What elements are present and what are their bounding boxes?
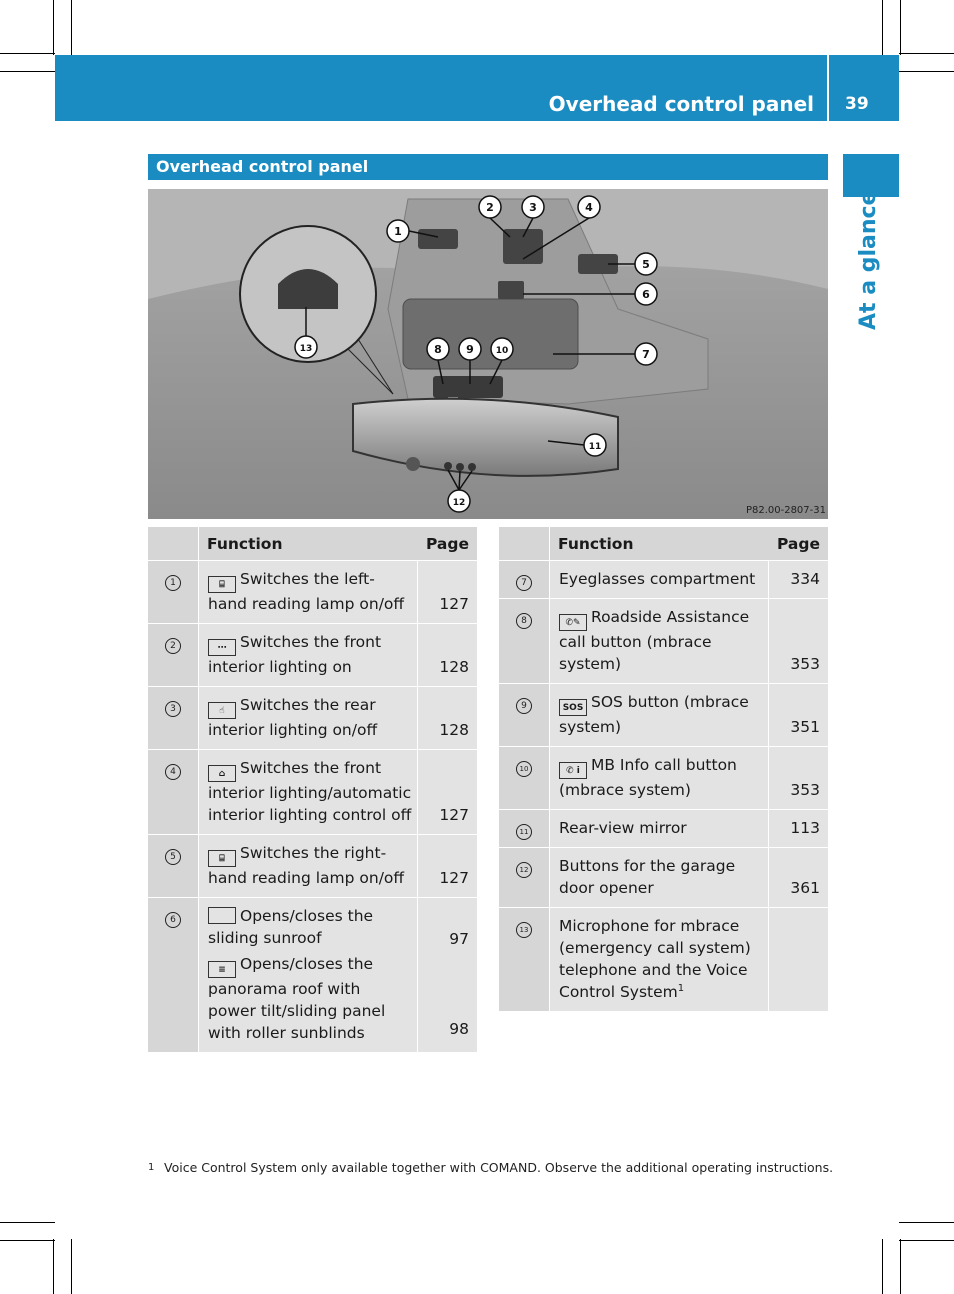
crop-mark [899,1222,954,1223]
page-reference: 97 [449,930,469,948]
callout-9-label: 9 [466,343,474,356]
table-row [148,898,477,1053]
footnote [148,1160,833,1175]
auto-interior-light-off-icon: ⌂ [208,765,236,782]
function-table-left [148,527,477,1052]
function-text: Opens/closes the sliding sunroof [208,907,374,947]
row-number-badge: 2 [165,638,181,654]
page-reference: 113 [769,810,828,848]
crop-mark [900,1239,901,1294]
function-text: Rear-view mirror [559,819,687,837]
function-text: MB Info call button (mbrace system) [559,756,737,799]
table-row [148,835,477,898]
overhead-panel-illustration [148,189,828,519]
crop-mark [882,0,883,55]
column-header-page: Page [418,527,477,561]
page-reference: 128 [418,687,477,750]
figure-reference: P82.00-2807-31 [745,505,826,516]
overhead-panel-figure [148,189,828,519]
reading-lamp-right-icon: ⌸ [208,850,236,867]
page-number: 39 [845,94,869,114]
footnote-text: Voice Control System only available together with COMAND. Observe the additional operating instructions. [164,1160,834,1175]
row-number-badge: 10 [516,761,532,777]
side-tab-label: At a glance [856,190,881,330]
row-number-badge: 12 [516,862,532,878]
table-row [148,624,477,687]
function-text: Switches the front interior lighting on [208,633,382,676]
function-text: Buttons for the garage door opener [559,857,736,897]
row-number-badge: 13 [516,922,532,938]
sunroof-icon [208,907,236,924]
page-header [55,55,899,121]
callout-4-label: 4 [585,201,593,214]
function-text: SOS button (mbrace system) [559,693,749,736]
row-number-badge: 4 [165,764,181,780]
function-text: Switches the front interior lighting/automatic interior lighting control off [208,759,412,824]
crop-mark [53,1239,54,1294]
page-reference: 127 [418,561,477,624]
page-reference: 128 [418,624,477,687]
row-number-badge: 7 [516,575,532,591]
column-header-number [148,527,199,561]
column-header-function: Function [199,527,418,561]
function-text: Opens/closes the panorama roof with power tilt/sliding panel with roller sunblinds [208,955,386,1042]
panorama-roof-icon: ≡ [208,961,236,978]
crop-mark [0,1222,55,1223]
row-number-badge: 8 [516,613,532,629]
crop-mark [899,53,954,54]
table-row [499,810,828,848]
callout-6-label: 6 [642,288,650,301]
row-number-badge: 3 [165,701,181,717]
header-title: Overhead control panel [548,92,814,116]
table-row [499,561,828,599]
table-row [499,747,828,810]
row-number-badge: 11 [516,824,532,840]
row-number-badge: 5 [165,849,181,865]
crop-mark [900,0,901,55]
page-reference: 353 [769,599,828,684]
table-row [148,750,477,835]
table-row [499,684,828,747]
callout-10-label: 10 [495,346,509,356]
function-text: Switches the left-hand reading lamp on/off [208,570,405,613]
header-divider [827,55,829,121]
crop-mark [882,1239,883,1294]
reading-lamp-left-icon: ⌸ [208,576,236,593]
column-header-function: Function [550,527,769,561]
page-reference: 98 [449,1020,469,1038]
page-reference: 127 [418,835,477,898]
page-reference: 334 [769,561,828,599]
table-row [148,687,477,750]
callout-7-label: 7 [642,348,650,361]
callout-2-label: 2 [486,201,494,214]
callout-8-label: 8 [434,343,442,356]
function-text: Microphone for mbrace (emergency call system) telephone and the Voice Control System [559,917,751,1001]
page-reference: 361 [769,848,828,908]
crop-mark [0,1240,55,1241]
function-text: Switches the right-hand reading lamp on/off [208,844,405,887]
column-header-number [499,527,550,561]
function-text: Switches the rear interior lighting on/off [208,696,378,739]
sos-icon: SOS [559,699,587,716]
callout-13-label: 13 [299,344,313,354]
crop-mark [899,1240,954,1241]
row-number-badge: 6 [165,912,181,928]
section-title: Overhead control panel [148,154,828,180]
front-interior-light-icon: ⋯ [208,639,236,656]
function-text: Roadside Assistance call button (mbrace system) [559,608,750,673]
crop-mark [0,53,55,54]
crop-mark [53,0,54,55]
table-row [499,599,828,684]
footnote-reference: 1 [677,982,685,994]
crop-mark [899,71,954,72]
table-row [499,848,828,908]
page-reference: 351 [769,684,828,747]
page-reference [769,908,828,1012]
callout-1-label: 1 [394,225,402,238]
rear-interior-light-icon: ☝ [208,702,236,719]
crop-mark [71,0,72,55]
table-row [148,561,477,624]
function-text: Eyeglasses compartment [559,570,756,588]
row-number-badge: 9 [516,698,532,714]
function-table-right [499,527,828,1011]
info-call-icon: ✆ i [559,762,587,779]
roadside-assistance-icon: ✆✎ [559,614,587,631]
table-header-row [148,527,477,561]
callout-11-label: 11 [588,442,602,452]
page-reference: 127 [418,750,477,835]
table-row [499,908,828,1012]
column-header-page: Page [769,527,828,561]
crop-mark [0,71,55,72]
callout-3-label: 3 [529,201,537,214]
callout-12-label: 12 [452,498,466,508]
crop-mark [71,1239,72,1294]
table-header-row [499,527,828,561]
callout-5-label: 5 [642,258,650,271]
footnote-mark: 1 [148,1162,155,1173]
row-number-badge: 1 [165,575,181,591]
page-reference: 353 [769,747,828,810]
